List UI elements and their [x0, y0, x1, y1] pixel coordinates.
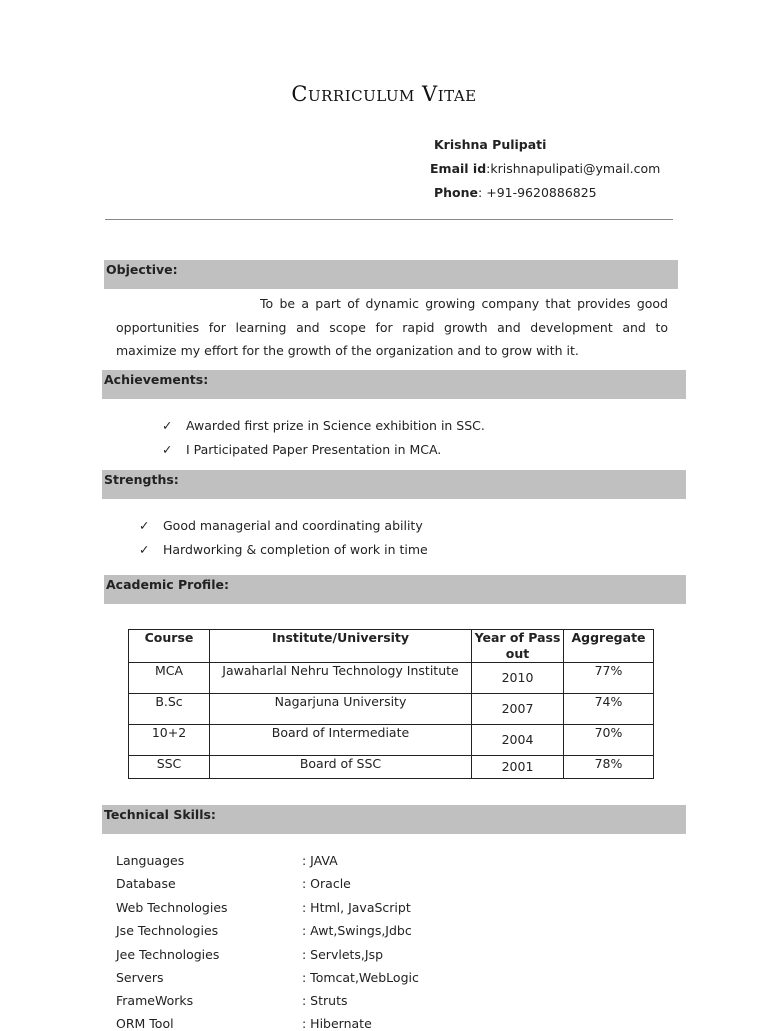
skill-value: : Hibernate [302, 1016, 372, 1031]
table-row [129, 756, 654, 779]
table-cell: SSC [129, 756, 210, 779]
table-cell: 70% [564, 725, 654, 756]
email-value: :krishnapulipati@ymail.com [486, 161, 661, 176]
table-cell: Board of Intermediate [210, 725, 472, 756]
strength-item: ✓ Hardworking & completion of work in time [139, 542, 428, 557]
table-cell: MCA [129, 663, 210, 694]
checkmark-icon: ✓ [139, 518, 150, 533]
phone-label: Phone [434, 185, 479, 200]
table-cell: Nagarjuna University [210, 694, 472, 725]
column-header: Aggregate [564, 630, 654, 663]
academic-heading: Academic Profile: [104, 575, 686, 604]
skill-label: Database [116, 876, 176, 891]
column-header: Year of Pass out [472, 630, 564, 663]
checkmark-icon: ✓ [162, 442, 173, 457]
objective-heading: Objective: [104, 260, 678, 289]
skill-label: Languages [116, 853, 185, 868]
table-cell: 10+2 [129, 725, 210, 756]
table-cell: B.Sc [129, 694, 210, 725]
technical-heading: Technical Skills: [102, 805, 686, 834]
document-title: Curriculum Vitae [291, 82, 477, 106]
table-cell: 74% [564, 694, 654, 725]
skill-label: Servers [116, 970, 164, 985]
contact-name: Krishna Pulipati [434, 137, 547, 152]
skill-value: : Servlets,Jsp [302, 947, 384, 962]
skill-label: ORM Tool [116, 1016, 174, 1031]
table-cell: Jawaharlal Nehru Technology Institute [210, 663, 472, 694]
contact-phone [434, 185, 597, 200]
skill-value: : Tomcat,WebLogic [302, 970, 419, 985]
skill-label: FrameWorks [116, 993, 194, 1008]
table-cell: 2004 [472, 725, 564, 756]
skill-value: : Oracle [302, 876, 351, 891]
skill-value: : Html, JavaScript [302, 900, 411, 915]
email-label: Email id [430, 161, 487, 176]
phone-value: : +91-9620886825 [478, 185, 597, 200]
column-header: Institute/University [210, 630, 472, 663]
achievement-item: ✓ Awarded first prize in Science exhibition in SSC. [162, 418, 485, 433]
achievements-heading: Achievements: [102, 370, 686, 399]
table-cell: 2007 [472, 694, 564, 725]
objective-text: To be a part of dynamic growing company that provides good opportunities for learning and scope for rapid growth and development and to maximize my effort for the growth of the organization and to grow with it. [116, 296, 668, 359]
checkmark-icon: ✓ [139, 542, 150, 557]
table-cell: 2010 [472, 663, 564, 694]
skill-label: Jse Technologies [116, 923, 219, 938]
column-header: Course [129, 630, 210, 663]
academic-table [128, 629, 654, 779]
header-divider [105, 219, 673, 220]
skill-value: : JAVA [302, 853, 338, 868]
table-cell: 78% [564, 756, 654, 779]
table-cell: Board of SSC [210, 756, 472, 779]
contact-email [430, 161, 660, 176]
table-cell: 2001 [472, 756, 564, 779]
achievement-item: ✓ I Participated Paper Presentation in MCA. [162, 442, 442, 457]
table-row [129, 694, 654, 725]
table-header-row [129, 630, 654, 663]
skill-value: : Struts [302, 993, 348, 1008]
table-row [129, 725, 654, 756]
strength-item: ✓ Good managerial and coordinating ability [139, 518, 423, 533]
strengths-heading: Strengths: [102, 470, 686, 499]
checkmark-icon: ✓ [162, 418, 173, 433]
table-row [129, 663, 654, 694]
skill-label: Jee Technologies [116, 947, 220, 962]
skill-label: Web Technologies [116, 900, 228, 915]
skill-value: : Awt,Swings,Jdbc [302, 923, 412, 938]
table-cell: 77% [564, 663, 654, 694]
